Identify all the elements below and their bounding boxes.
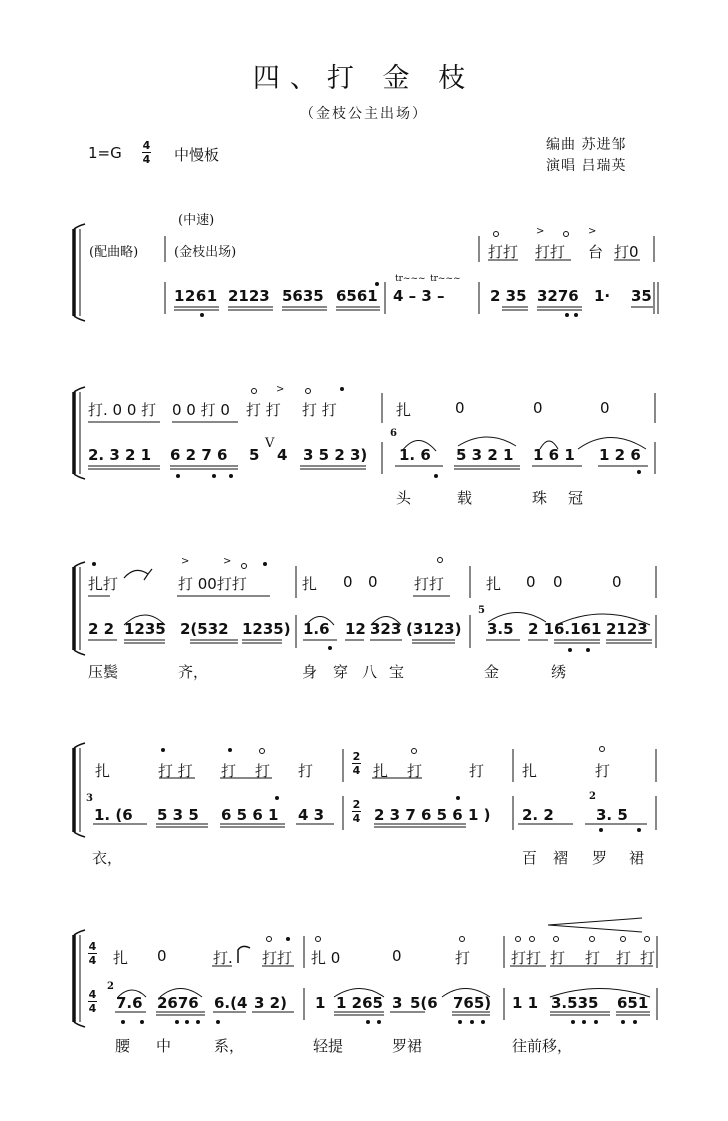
percussion-beat: 打打	[414, 575, 445, 593]
percussion-beat: 打	[298, 762, 314, 780]
percussion-beat: 打打	[511, 949, 542, 967]
lyric: 八	[362, 663, 378, 681]
percussion-beat: 0	[526, 573, 536, 591]
lyric: 系，	[214, 1037, 245, 1055]
percussion-beat: 打	[550, 949, 566, 967]
harmonic-circle	[553, 936, 559, 942]
melody-group: 2676	[157, 994, 199, 1012]
low-octave-dot	[176, 474, 180, 478]
lyric: 百	[522, 849, 538, 867]
key-signature: 1=G	[88, 144, 122, 162]
high-octave-dot	[275, 796, 279, 800]
low-octave-dot	[574, 313, 578, 317]
low-octave-dot	[121, 1020, 125, 1024]
low-octave-dot	[212, 474, 216, 478]
lyric: 罗	[592, 849, 608, 867]
percussion-beat: 打 打	[302, 401, 337, 419]
trill-mark: tr~~~	[395, 274, 426, 284]
harmonic-circle	[589, 936, 595, 942]
percussion-beat: 0 0 打 0	[172, 401, 230, 419]
lyric: 载	[457, 489, 473, 507]
melody-group: 6 2 7 6	[170, 446, 228, 464]
melody-group: 3 2)	[254, 994, 287, 1012]
melody-group: 651	[617, 994, 649, 1012]
melody-group: 2123	[606, 620, 648, 638]
time-signature-change	[352, 799, 361, 824]
harmonic-circle	[437, 557, 443, 563]
melody-group: 1 1	[512, 994, 539, 1012]
percussion-beat: 打	[469, 762, 485, 780]
percussion-beat: 扎	[302, 575, 318, 593]
percussion-beat: 扎打	[88, 575, 119, 593]
breath-mark: V	[265, 436, 275, 451]
low-octave-dot	[594, 1020, 598, 1024]
subtitle: （金枝公主出场）	[300, 106, 428, 122]
time-numerator: 4	[88, 988, 97, 1001]
lyric: 宝	[389, 663, 405, 681]
percussion-beat: 扎	[95, 762, 111, 780]
low-octave-dot	[229, 474, 233, 478]
grace-note: 5	[478, 605, 485, 616]
tempo-marking: 中慢板	[174, 146, 220, 164]
grace-note: 2	[589, 791, 596, 802]
lyric: 穿	[333, 663, 349, 681]
low-octave-dot	[568, 648, 572, 652]
melody-group: 2 2	[88, 620, 115, 638]
melody-group: 2123	[228, 287, 270, 305]
percussion-beat: 扎	[113, 949, 129, 967]
melody-group: 1. (6	[94, 806, 133, 824]
melody-group: (3123)	[406, 620, 462, 638]
lyric: 中	[156, 1037, 172, 1055]
melody-group: 5 3 5	[157, 806, 199, 824]
percussion-beat: 打 打	[246, 401, 281, 419]
singer-credit: 演唱 吕瑞英	[546, 158, 627, 174]
melody-group: 3	[392, 994, 403, 1012]
percussion-beat: 0	[343, 573, 353, 591]
low-octave-dot	[377, 1020, 381, 1024]
melody-group: 1235	[124, 620, 166, 638]
percussion-beat: 打	[455, 949, 471, 967]
high-octave-dot	[92, 562, 96, 566]
grace-note: 6	[390, 428, 397, 439]
time-denominator: 4	[352, 764, 361, 777]
tempo-change-mark: (中速)	[178, 213, 215, 228]
percussion-beat: 扎	[486, 575, 502, 593]
melody-group: 2(532	[180, 620, 229, 638]
percussion-beat: 打	[221, 762, 237, 780]
harmonic-circle	[459, 936, 465, 942]
melody-group: 2 1	[528, 620, 555, 638]
lyric: 压鬓	[88, 663, 119, 681]
melody-group: 5635	[282, 287, 324, 305]
low-octave-dot	[637, 470, 641, 474]
low-octave-dot	[481, 1020, 485, 1024]
time-signature-change	[352, 751, 361, 776]
melody-group: 5 3 2 1	[456, 446, 514, 464]
percussion-beat: 打	[585, 949, 601, 967]
low-octave-dot	[621, 1020, 625, 1024]
percussion-beat: 打.	[213, 949, 233, 967]
percussion-note-entrance: (金枝出场)	[174, 245, 237, 260]
lyric: 头	[396, 489, 412, 507]
low-octave-dot	[175, 1020, 179, 1024]
melody-group: 1 265	[336, 994, 383, 1012]
melody-group: 3.5	[487, 620, 514, 638]
percussion-beat: 打打	[488, 243, 519, 261]
grace-note: 2	[107, 981, 114, 992]
time-numerator: 4	[88, 940, 97, 953]
melody-group: 4 3	[298, 806, 325, 824]
melody-group: 2 3 7 6 5 6 1 )	[374, 806, 491, 824]
melody-group: 1·	[594, 287, 611, 305]
melody-group: 3.535	[551, 994, 599, 1012]
percussion-beat: 打	[595, 762, 611, 780]
harmonic-circle	[644, 936, 650, 942]
low-octave-dot	[458, 1020, 462, 1024]
melody-group: 12	[345, 620, 366, 638]
melody-group: 2. 3 2 1	[88, 446, 152, 464]
time-denominator: 4	[88, 954, 97, 967]
melody-group: 6.161	[554, 620, 602, 638]
melody-group: 1	[315, 994, 326, 1012]
percussion-beat: 扎	[396, 401, 412, 419]
percussion-beat: 0	[368, 573, 378, 591]
percussion-beat: 0	[455, 399, 465, 417]
harmonic-circle	[411, 748, 417, 754]
low-octave-dot	[565, 313, 569, 317]
melody-group: 3276	[537, 287, 579, 305]
melody-group: 1.6	[303, 620, 330, 638]
melody-group: 1235)	[242, 620, 291, 638]
melody-group: 3. 5	[596, 806, 628, 824]
melody-group: 2 35	[490, 287, 527, 305]
low-octave-dot	[328, 646, 332, 650]
accent-mark: >	[536, 226, 545, 237]
time-signature-change	[88, 941, 97, 966]
percussion-beat: 0	[612, 573, 622, 591]
high-octave-dot	[161, 748, 165, 752]
time-numerator: 2	[352, 750, 361, 763]
low-octave-dot	[633, 1020, 637, 1024]
lyric: 裙	[629, 849, 645, 867]
percussion-note-left: (配曲略)	[89, 245, 139, 260]
melody-group: 765)	[453, 994, 492, 1012]
percussion-beat: 0	[392, 947, 402, 965]
harmonic-circle	[529, 936, 535, 942]
lyric: 褶	[553, 849, 569, 867]
percussion-beat: 0	[533, 399, 543, 417]
lyric: 金	[484, 663, 500, 681]
high-octave-dot	[340, 387, 344, 391]
lyric: 腰	[115, 1037, 131, 1055]
melody-group: 1 2 6	[599, 446, 641, 464]
time-numerator: 4	[142, 139, 151, 152]
melody-group: 1. 6	[399, 446, 431, 464]
low-octave-dot	[140, 1020, 144, 1024]
lyric: 往前移，	[512, 1037, 573, 1055]
percussion-beat: 打	[616, 949, 632, 967]
lyric: 齐，	[178, 663, 209, 681]
melody-group: 323	[370, 620, 402, 638]
percussion-beat: 扎	[373, 762, 389, 780]
grace-note: 3	[86, 793, 93, 804]
percussion-beat: 打打	[535, 243, 566, 261]
low-octave-dot	[599, 828, 603, 832]
low-octave-dot	[366, 1020, 370, 1024]
page-title: 四、打 金 枝	[252, 63, 476, 94]
percussion-beat: 台	[588, 243, 604, 261]
low-octave-dot	[216, 1020, 220, 1024]
harmonic-circle	[493, 231, 499, 237]
melody-group: 3 5 2 3)	[303, 446, 368, 464]
accent-mark: >	[223, 556, 232, 567]
percussion-beat: 打	[407, 762, 423, 780]
time-denominator: 4	[352, 812, 361, 825]
low-octave-dot	[185, 1020, 189, 1024]
percussion-beat: 打0	[614, 243, 639, 261]
percussion-beat: 0	[553, 573, 563, 591]
harmonic-circle	[251, 388, 257, 394]
melody-group: 4	[277, 446, 288, 464]
lyric: 冠	[568, 489, 584, 507]
time-numerator: 2	[352, 798, 361, 811]
low-octave-dot	[571, 1020, 575, 1024]
high-octave-dot	[228, 748, 232, 752]
melody-group: 6 5 6 1	[221, 806, 279, 824]
melody-group: 1261	[174, 287, 218, 305]
harmonic-circle	[305, 388, 311, 394]
high-octave-dot	[456, 796, 460, 800]
lyric: 身	[302, 663, 318, 681]
melody-group: 6561	[336, 287, 378, 305]
high-octave-dot	[263, 562, 267, 566]
melody-group: 6.(4	[214, 994, 248, 1012]
percussion-beat: 0	[157, 947, 167, 965]
melody-group: 4 – 3 –	[393, 287, 445, 305]
harmonic-circle	[259, 748, 265, 754]
percussion-beat: 打	[640, 949, 656, 967]
harmonic-circle	[266, 936, 272, 942]
lyric: 罗裙	[392, 1037, 423, 1055]
time-signature-change	[88, 989, 97, 1014]
harmonic-circle	[315, 936, 321, 942]
low-octave-dot	[582, 1020, 586, 1024]
lyric: 轻提	[313, 1037, 344, 1055]
low-octave-dot	[200, 313, 204, 317]
accent-mark: >	[588, 226, 597, 237]
melody-group: 35	[631, 287, 652, 305]
melody-group: 7.6	[116, 994, 143, 1012]
lyric: 珠	[532, 489, 548, 507]
percussion-beat: 打	[255, 762, 271, 780]
low-octave-dot	[196, 1020, 200, 1024]
melody-group: 5(6	[410, 994, 438, 1012]
melody-group: 1 6 1	[533, 446, 575, 464]
harmonic-circle	[599, 746, 605, 752]
arranger-credit: 编曲 苏进邹	[546, 137, 627, 153]
percussion-beat: 打 打	[158, 762, 193, 780]
harmonic-circle	[241, 563, 247, 569]
lyric: 绣	[551, 663, 567, 681]
low-octave-dot	[434, 474, 438, 478]
low-octave-dot	[637, 828, 641, 832]
high-octave-dot	[286, 937, 290, 941]
percussion-beat: 扎	[522, 762, 538, 780]
accent-mark: >	[181, 556, 190, 567]
harmonic-circle	[620, 936, 626, 942]
percussion-beat: 打打	[262, 949, 293, 967]
percussion-beat: 扎 0	[311, 949, 341, 967]
harmonic-circle	[563, 231, 569, 237]
trill-mark: tr~~~	[430, 274, 461, 284]
low-octave-dot	[470, 1020, 474, 1024]
melody-group: 2. 2	[522, 806, 554, 824]
time-denominator: 4	[142, 153, 151, 166]
percussion-beat: 打 00打打	[178, 575, 247, 593]
high-octave-dot	[375, 282, 379, 286]
accent-mark: >	[276, 384, 285, 395]
harmonic-circle	[515, 936, 521, 942]
melody-group: 5	[249, 446, 260, 464]
lyric: 衣，	[92, 849, 123, 867]
percussion-beat: 0	[600, 399, 610, 417]
time-denominator: 4	[88, 1002, 97, 1015]
percussion-beat: 打. 0 0 打	[88, 401, 157, 419]
low-octave-dot	[586, 648, 590, 652]
